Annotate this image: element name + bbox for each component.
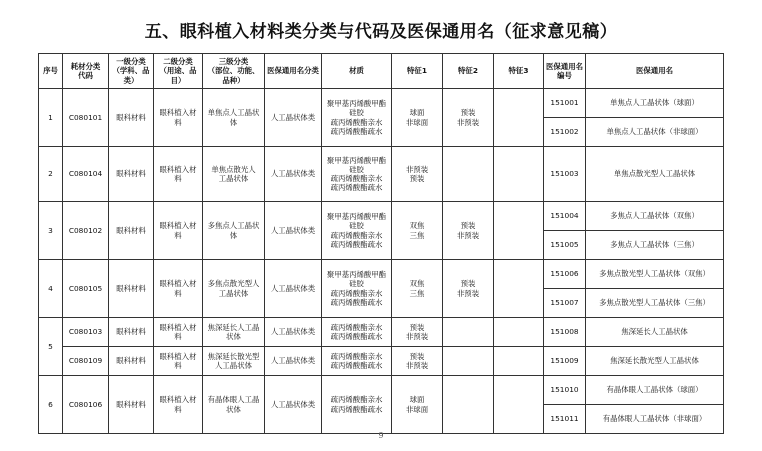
cell-med-name: 焦深延长散光型人工晶状体	[586, 347, 724, 376]
cell-feature2	[443, 347, 494, 376]
cell-med-code: 151005	[544, 231, 586, 260]
cell-feature2	[443, 376, 494, 434]
cell-seq: 5	[39, 318, 63, 376]
cell-cat2: 眼科植入材料	[154, 89, 203, 147]
cell-cat1: 眼科材料	[109, 202, 154, 260]
cell-code: C080105	[63, 260, 109, 318]
cell-med-name: 有晶体眼人工晶状体（非球面）	[586, 405, 724, 434]
cell-cat3: 单焦点人工晶状体	[203, 89, 265, 147]
cell-feature1: 球面 非球面	[392, 89, 443, 147]
cell-med-name: 有晶体眼人工晶状体（球面）	[586, 376, 724, 405]
cell-med-code: 151002	[544, 118, 586, 147]
cell-med-code: 151010	[544, 376, 586, 405]
cell-cat3: 多焦点人工晶状 体	[203, 202, 265, 260]
header-feature2: 特征2	[443, 54, 494, 89]
cell-cat3: 有晶体眼人工晶 状体	[203, 376, 265, 434]
cell-material: 疏丙烯酸酯亲水 疏丙烯酸酯疏水	[322, 376, 392, 434]
cell-med-code: 151007	[544, 289, 586, 318]
cell-feature1: 预装 非预装	[392, 347, 443, 376]
cell-cat1: 眼科材料	[109, 260, 154, 318]
cell-code: C080102	[63, 202, 109, 260]
table-row	[39, 89, 724, 118]
cell-med-name: 焦深延长人工晶状体	[586, 318, 724, 347]
cell-seq: 3	[39, 202, 63, 260]
header-cat2: 二级分类 （用途、品 目）	[154, 54, 203, 89]
page-title: 五、眼科植入材料类分类与代码及医保通用名（征求意见稿）	[144, 22, 618, 42]
cell-med-code: 151004	[544, 202, 586, 231]
cell-med-name: 多焦点散光型人工晶状体（三焦）	[586, 289, 724, 318]
cell-cat2: 眼科植入材料	[154, 147, 203, 202]
cell-cat2: 眼科植入材料	[154, 260, 203, 318]
cell-code: C080106	[63, 376, 109, 434]
cell-gen-name: 人工晶状体类	[265, 202, 322, 260]
cell-med-code: 151001	[544, 89, 586, 118]
cell-seq: 4	[39, 260, 63, 318]
cell-material: 聚甲基丙烯酸甲酯 硅胶 疏丙烯酸酯亲水 疏丙烯酸酯疏水	[322, 89, 392, 147]
cell-cat3: 单焦点散光人 工晶状体	[203, 147, 265, 202]
cell-cat2: 眼科植入材料	[154, 202, 203, 260]
cell-material: 聚甲基丙烯酸甲酯 硅胶 疏丙烯酸酯亲水 疏丙烯酸酯疏水	[322, 260, 392, 318]
header-gen-name: 医保通用名分类	[265, 54, 322, 89]
cell-gen-name: 人工晶状体类	[265, 147, 322, 202]
cell-seq: 1	[39, 89, 63, 147]
cell-feature1: 球面 非球面	[392, 376, 443, 434]
cell-feature2: 预装 非预装	[443, 202, 494, 260]
cell-cat1: 眼科材料	[109, 147, 154, 202]
cell-med-name: 多焦点人工晶状体（三焦）	[586, 231, 724, 260]
cell-cat1: 眼科材料	[109, 318, 154, 347]
header-material: 材质	[322, 54, 392, 89]
header-med-code: 医保通用名 编号	[544, 54, 586, 89]
cell-code: C080101	[63, 89, 109, 147]
cell-cat2: 眼科植入材料	[154, 318, 203, 347]
cell-feature1: 非预装 预装	[392, 147, 443, 202]
cell-feature3	[494, 202, 544, 260]
cell-cat1: 眼科材料	[109, 376, 154, 434]
cell-feature2: 预装 非预装	[443, 89, 494, 147]
cell-cat2: 眼科植入材料	[154, 376, 203, 434]
cell-cat3: 焦深延长人工晶 状体	[203, 318, 265, 347]
cell-feature3	[494, 147, 544, 202]
cell-gen-name: 人工晶状体类	[265, 89, 322, 147]
cell-seq: 2	[39, 147, 63, 202]
header-feature1: 特征1	[392, 54, 443, 89]
table-row	[39, 147, 724, 202]
table-row	[39, 347, 724, 376]
table-row	[39, 202, 724, 231]
cell-material: 疏丙烯酸酯亲水 疏丙烯酸酯疏水	[322, 318, 392, 347]
classification-table	[38, 53, 724, 434]
cell-med-code: 151008	[544, 318, 586, 347]
cell-cat1: 眼科材料	[109, 89, 154, 147]
cell-med-code: 151009	[544, 347, 586, 376]
cell-med-code: 151011	[544, 405, 586, 434]
cell-cat1: 眼科材料	[109, 347, 154, 376]
cell-code: C080104	[63, 147, 109, 202]
table-header	[39, 54, 724, 89]
cell-med-code: 151006	[544, 260, 586, 289]
header-med-name: 医保通用名	[586, 54, 724, 89]
cell-med-name: 多焦点人工晶状体（双焦）	[586, 202, 724, 231]
cell-feature2	[443, 147, 494, 202]
cell-code: C080109	[63, 347, 109, 376]
cell-gen-name: 人工晶状体类	[265, 347, 322, 376]
cell-feature2	[443, 318, 494, 347]
cell-gen-name: 人工晶状体类	[265, 376, 322, 434]
cell-feature3	[494, 89, 544, 147]
table-row	[39, 260, 724, 289]
header-seq: 序号	[39, 54, 63, 89]
cell-feature1: 双焦 三焦	[392, 202, 443, 260]
cell-seq: 6	[39, 376, 63, 434]
header-cat1: 一级分类 （学科、品 类）	[109, 54, 154, 89]
cell-feature3	[494, 347, 544, 376]
cell-feature1: 双焦 三焦	[392, 260, 443, 318]
cell-feature3	[494, 260, 544, 318]
cell-code: C080103	[63, 318, 109, 347]
cell-gen-name: 人工晶状体类	[265, 318, 322, 347]
cell-gen-name: 人工晶状体类	[265, 260, 322, 318]
page-number: 9	[378, 431, 384, 440]
cell-cat2: 眼科植入材料	[154, 347, 203, 376]
header-cat3: 三级分类 （部位、功能、 品种）	[203, 54, 265, 89]
cell-feature3	[494, 376, 544, 434]
cell-feature3	[494, 318, 544, 347]
cell-med-code: 151003	[544, 147, 586, 202]
cell-med-name: 单焦点人工晶状体（球面）	[586, 89, 724, 118]
cell-med-name: 单焦点人工晶状体（非球面）	[586, 118, 724, 147]
cell-cat3: 多焦点散光型人 工晶状体	[203, 260, 265, 318]
cell-med-name: 多焦点散光型人工晶状体（双焦）	[586, 260, 724, 289]
cell-material: 聚甲基丙烯酸甲酯 硅胶 疏丙烯酸酯亲水 疏丙烯酸酯疏水	[322, 202, 392, 260]
table-body	[39, 89, 724, 434]
cell-med-name: 单焦点散光型人工晶状体	[586, 147, 724, 202]
header-feature3: 特征3	[494, 54, 544, 89]
cell-feature2: 预装 非预装	[443, 260, 494, 318]
header-code: 耗材分类 代码	[63, 54, 109, 89]
cell-material: 疏丙烯酸酯亲水 疏丙烯酸酯疏水	[322, 347, 392, 376]
cell-material: 聚甲基丙烯酸甲酯 硅胶 疏丙烯酸酯亲水 疏丙烯酸酯疏水	[322, 147, 392, 202]
table-row	[39, 318, 724, 347]
table-row	[39, 376, 724, 405]
cell-feature1: 预装 非预装	[392, 318, 443, 347]
cell-cat3: 焦深延长散光型 人工晶状体	[203, 347, 265, 376]
